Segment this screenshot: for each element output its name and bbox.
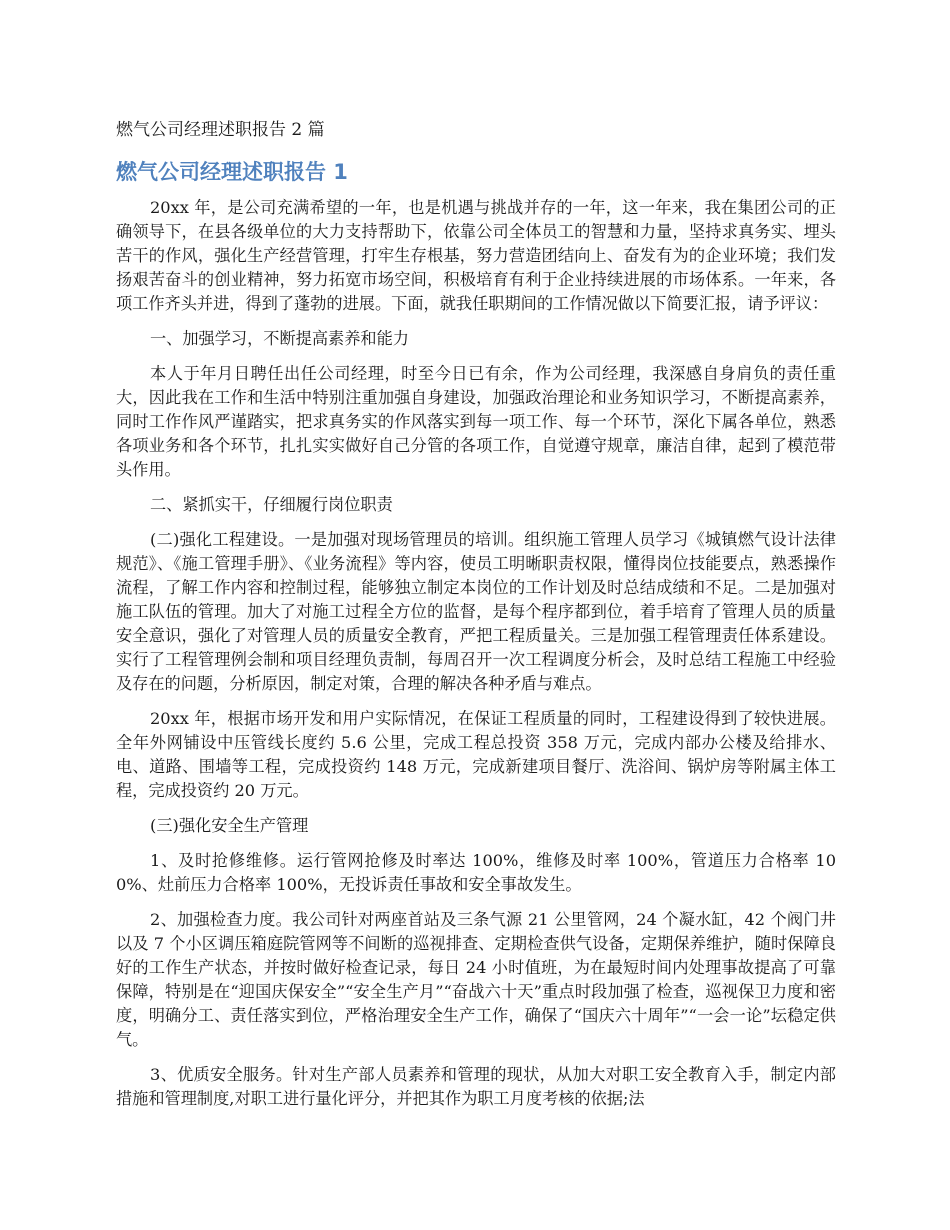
paragraph-engineering: (二)强化工程建设。一是加强对现场管理员的培训。组织施工管理人员学习《城镇燃气设计法律规范》、《施工管理手册》、《业务流程》等内容，使员工明晰职责权限，懂得岗位技能要点，熟悉操作流程，了解工作内容和控制过程，能够独立制定本岗位的工作计划及时总结成绩和不足。二是加强对施工队伍的管理。加大了对施工过程全方位的监督，是每个程序都到位，着手培育了管理人员的质量安全意识，强化了对管理人员的质量安全教育，严把工程质量关。三是加强工程管理责任体系建设。实行了工程管理例会制和项目经理负责制，每周召开一次工程调度分析会，及时总结工程施工中经验及存在的问题，分析原因，制定对策，合理的解决各种矛盾与难点。: [116, 530, 836, 693]
paragraph-intro: 20xx 年，是公司充满希望的一年，也是机遇与挑战并存的一年，这一年来，我在集团公司的正确领导下，在县各级单位的大力支持帮助下，依靠公司全体员工的智慧和力量，坚持求真务实、埋头苦干的作风，强化生产经营管理，打牢生存根基，努力营造团结向上、奋发有为的企业环境；我们发扬艰苦奋斗的创业精神，努力拓宽市场空间，积极培育有利于企业持续进展的市场体系。一年来，各项工作齐头并进，得到了蓬勃的进展。下面，就我任职期间的工作情况做以下简要汇报，请予评议：: [116, 198, 836, 313]
paragraph-service: 3、优质安全服务。针对生产部人员素养和管理的现状，从加大对职工安全教育入手，制定内部措施和管理制度,对职工进行量化评分，并把其作为职工月度考核的依据;法: [116, 1065, 836, 1108]
paragraph-heading-study: 一、加强学习，不断提高素养和能力: [150, 329, 409, 348]
paragraph-self-building: 本人于年月日聘任出任公司经理，时至今日已有余，作为公司经理，我深感自身肩负的责任重大，因此我在工作和生活中特别注重加强自身建设，加强政治理论和业务知识学习，不断提高素养，同时工作作风严谨踏实，把求真务实的作风落实到每一项工作、每一个环节，深化下属各单位，熟悉各项业务和各个环节，扎扎实实做好自己分管的各项工作，自觉遵守规章，廉洁自律，起到了模范带头作用。: [116, 364, 836, 479]
paragraph-heading-duties: 二、紧抓实干，仔细履行岗位职责: [150, 495, 393, 514]
paragraph-construction-progress: 20xx 年，根据市场开发和用户实际情况，在保证工程质量的同时，工程建设得到了较快进展。全年外网铺设中压管线长度约 5.6 公里，完成工程总投资 358 万元，完成内部办公楼及给排水、电、道路、围墙等工程，完成投资约 148 万元，完成新建项目餐厅、洗浴间、锅炉房等附属主体工程，完成投资约 20 万元。: [116, 709, 836, 800]
section-heading: 燃气公司经理述职报告 1: [116, 160, 348, 184]
paragraph-heading-safety: (三)强化安全生产管理: [150, 816, 309, 835]
document-title: 燃气公司经理述职报告 2 篇: [116, 120, 325, 140]
document-page: [116, 118, 836, 1122]
paragraph-repair: 1、及时抢修维修。运行管网抢修及时率达 100%，维修及时率 100%，管道压力合格率 100%、灶前压力合格率 100%，无投诉责任事故和安全事故发生。: [116, 851, 836, 894]
paragraph-inspection: 2、加强检查力度。我公司针对两座首站及三条气源 21 公里管网，24 个凝水缸，42 个阀门井以及 7 个小区调压箱庭院管网等不间断的巡视排查、定期检查供气设备，定期保养维护，随时保障良好的工作生产状态，并按时做好检查记录，每日 24 小时值班，为在最短时间内处理事故提高了可靠保障，特别是在“迎国庆保安全”“安全生产月”“奋战六十天”重点时段加强了检查，巡视保卫力度和密度，明确分工、责任落实到位，严格治理安全生产工作，确保了“国庆六十周年”“一会一论”坛稳定供气。: [116, 910, 836, 1049]
